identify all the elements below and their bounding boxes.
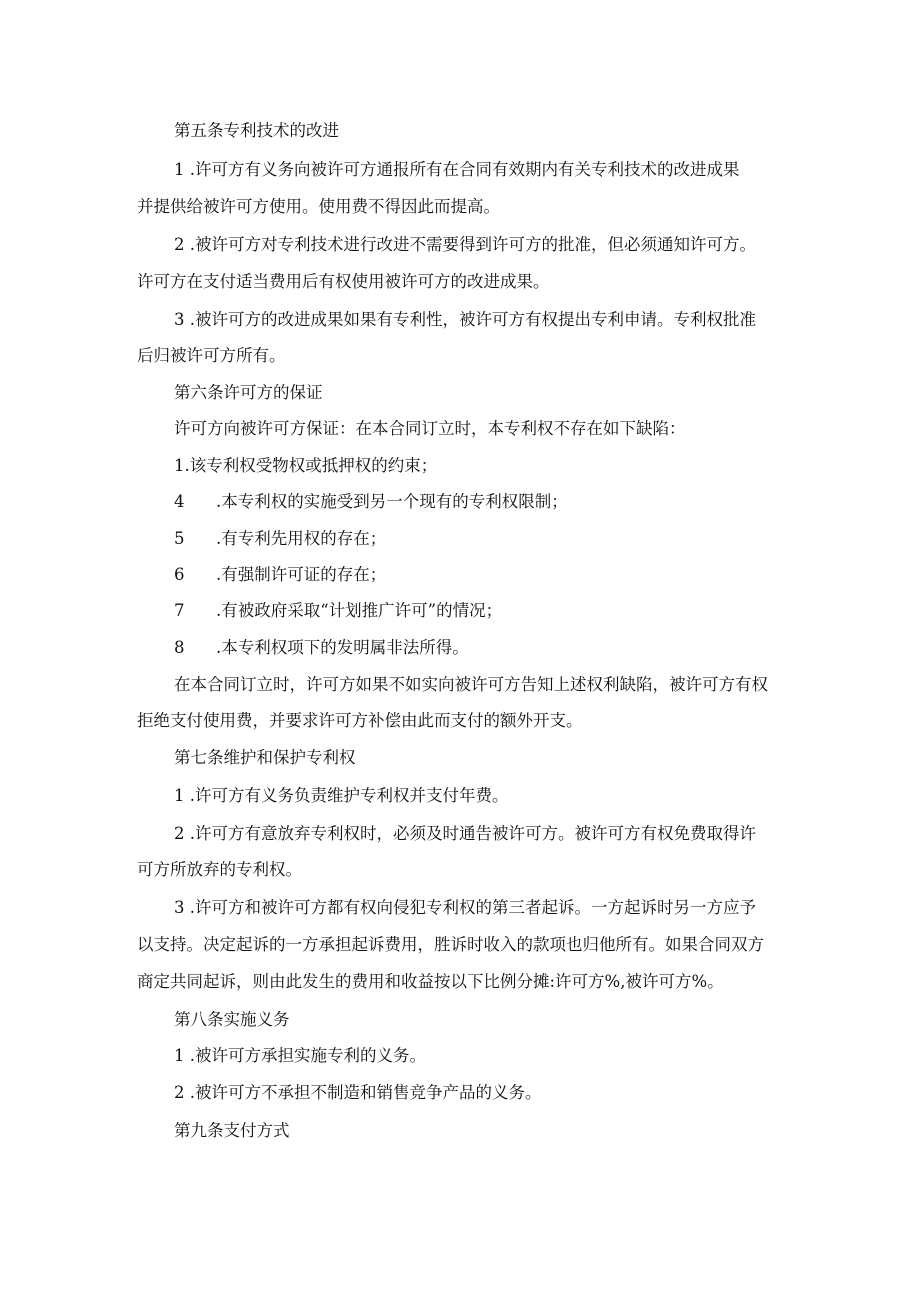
paragraph-line: 商定共同起诉，则由此发生的费用和收益按以下比例分摊:许可方%,被许可方%。 (137, 972, 724, 991)
list-item-number: 5 (174, 529, 185, 548)
paragraph-line: 后归被许可方所有。 (137, 346, 286, 365)
section-heading: 第五条专利技术的改进 (174, 121, 339, 140)
paragraph-line: 1 .许可方有义务负责维护专利权并支付年费。 (174, 786, 509, 805)
list-item-text: .本专利权的实施受到另一个现有的专利权限制； (216, 492, 568, 511)
paragraph-line: 许可方在支付适当费用后有权使用被许可方的改进成果。 (137, 272, 550, 291)
list-item-number: 7 (174, 601, 185, 620)
list-item (0, 601, 920, 621)
section-heading: 第八条实施义务 (174, 1010, 290, 1029)
list-item (0, 492, 920, 512)
paragraph-line: 许可方向被许可方保证：在本合同订立时，本专利权不存在如下缺陷： (174, 419, 686, 438)
paragraph-line: 3 .许可方和被许可方都有权向侵犯专利权的第三者起诉。一方起诉时另一方应予 (174, 898, 756, 917)
list-item-text: .有强制许可证的存在； (216, 565, 387, 584)
paragraph-line: 1 .许可方有义务向被许可方通报所有在合同有效期内有关专利技术的改进成果 (174, 160, 740, 179)
list-item-text: .有被政府采取“计划推广许可”的情况； (216, 601, 503, 620)
list-item: 1.该专利权受物权或抵押权的约束； (174, 456, 438, 475)
paragraph-line: 2 .许可方有意放弃专利权时，必须及时通告被许可方。被许可方有权免费取得许 (174, 824, 756, 843)
paragraph-line: 2 .被许可方不承担不制造和销售竞争产品的义务。 (174, 1083, 542, 1102)
list-item-number: 6 (174, 565, 185, 584)
list-item-text: .本专利权项下的发明属非法所得。 (216, 638, 469, 657)
paragraph-line: 以支持。决定起诉的一方承担起诉费用，胜诉时收入的款项也归他所有。如果合同双方 (137, 935, 764, 954)
list-item-number: 4 (174, 492, 185, 511)
section-heading: 第九条支付方式 (174, 1121, 290, 1140)
list-item (0, 529, 920, 549)
list-item-text: .有专利先用权的存在； (216, 529, 387, 548)
section-heading: 第六条许可方的保证 (174, 383, 323, 402)
paragraph-line: 2 .被许可方对专利技术进行改进不需要得到许可方的批准，但必须通知许可方。 (174, 235, 756, 254)
paragraph-line: 并提供给被许可方使用。使用费不得因此而提高。 (137, 197, 500, 216)
list-item (0, 638, 920, 658)
paragraph-line: 在本合同订立时，许可方如果不如实向被许可方告知上述权利缺陷，被许可方有权 (174, 675, 768, 694)
list-item-number: 8 (174, 638, 185, 657)
paragraph-line: 可方所放弃的专利权。 (137, 860, 302, 879)
paragraph-line: 拒绝支付使用费，并要求许可方补偿由此而支付的额外开支。 (137, 711, 583, 730)
list-item (0, 565, 920, 585)
paragraph-line: 1 .被许可方承担实施专利的义务。 (174, 1046, 426, 1065)
section-heading: 第七条维护和保护专利权 (174, 748, 356, 767)
paragraph-line: 3 .被许可方的改进成果如果有专利性，被许可方有权提出专利申请。专利权批准 (174, 310, 756, 329)
